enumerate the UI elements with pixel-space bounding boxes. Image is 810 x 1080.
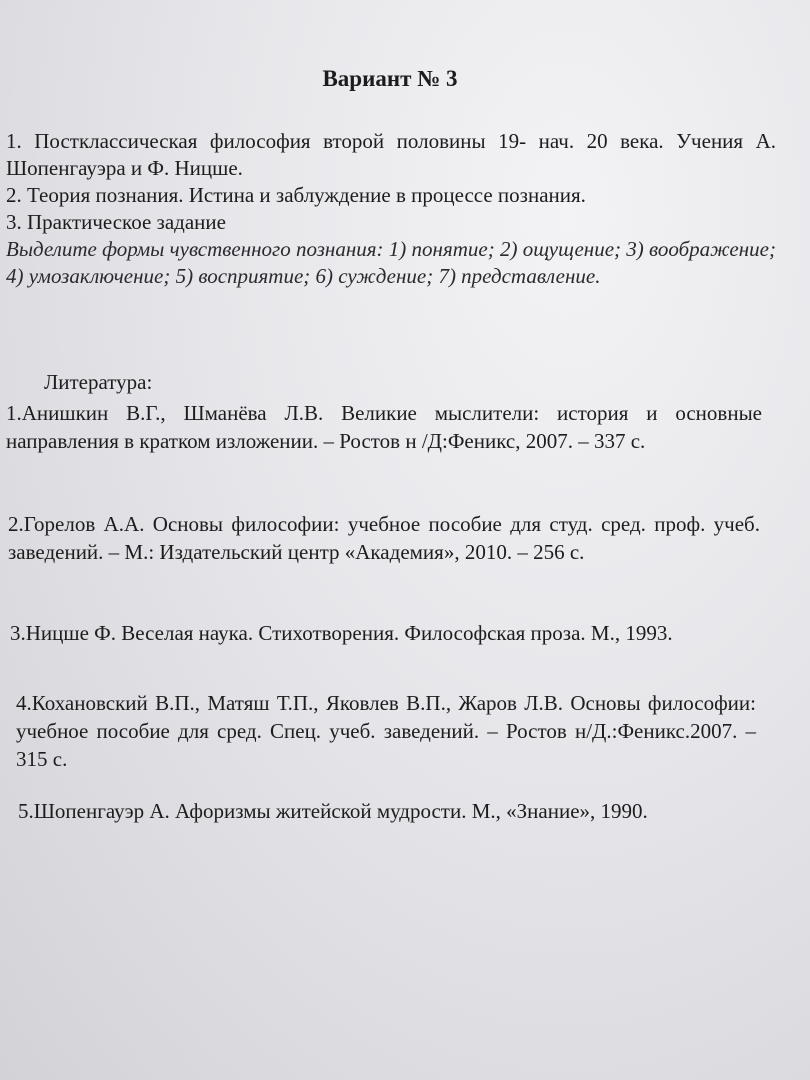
reference-item: 4.Кохановский В.П., Матяш Т.П., Яковлев В.П., Жаров Л.В. Основы философии: учебное пособие для сред. Спец. учеб. заведений. – Ростов н/Д.:Феникс.2007. – 315 с. — [16, 691, 756, 771]
practical-task-text: Выделите формы чувственного познания: 1) понятие; 2) ощущение; 3) воображение; 4) умозаключение; 5) восприятие; 6) суждение; 7) представление. — [6, 237, 776, 288]
question-2: 2. Теория познания. Истина и заблуждение в процессе познания. — [6, 183, 586, 207]
questions-section — [6, 128, 776, 290]
question-3: 3. Практическое задание — [6, 210, 226, 234]
reference-item: 3.Ницше Ф. Веселая наука. Стихотворения. Философская проза. М., 1993. — [10, 621, 673, 645]
reference-item: 5.Шопенгауэр А. Афоризмы житейской мудрости. М., «Знание», 1990. — [18, 799, 648, 823]
literature-heading: Литература: — [44, 370, 153, 394]
page-title: Вариант № 3 — [322, 66, 458, 91]
reference-item: 2.Горелов А.А. Основы философии: учебное пособие для студ. сред. проф. учеб. заведений. – М.: Издательский центр «Академия», 2010. – 256 с. — [8, 512, 760, 564]
question-1: 1. Постклассическая философия второй половины 19- нач. 20 века. Учения А. Шопенгауэра и Ф. Ницше. — [6, 129, 776, 180]
reference-item: 1.Анишкин В.Г., Шманёва Л.В. Великие мыслители: история и основные направления в кратком изложении. – Ростов н /Д:Феникс, 2007. – 337 с. — [6, 401, 762, 453]
